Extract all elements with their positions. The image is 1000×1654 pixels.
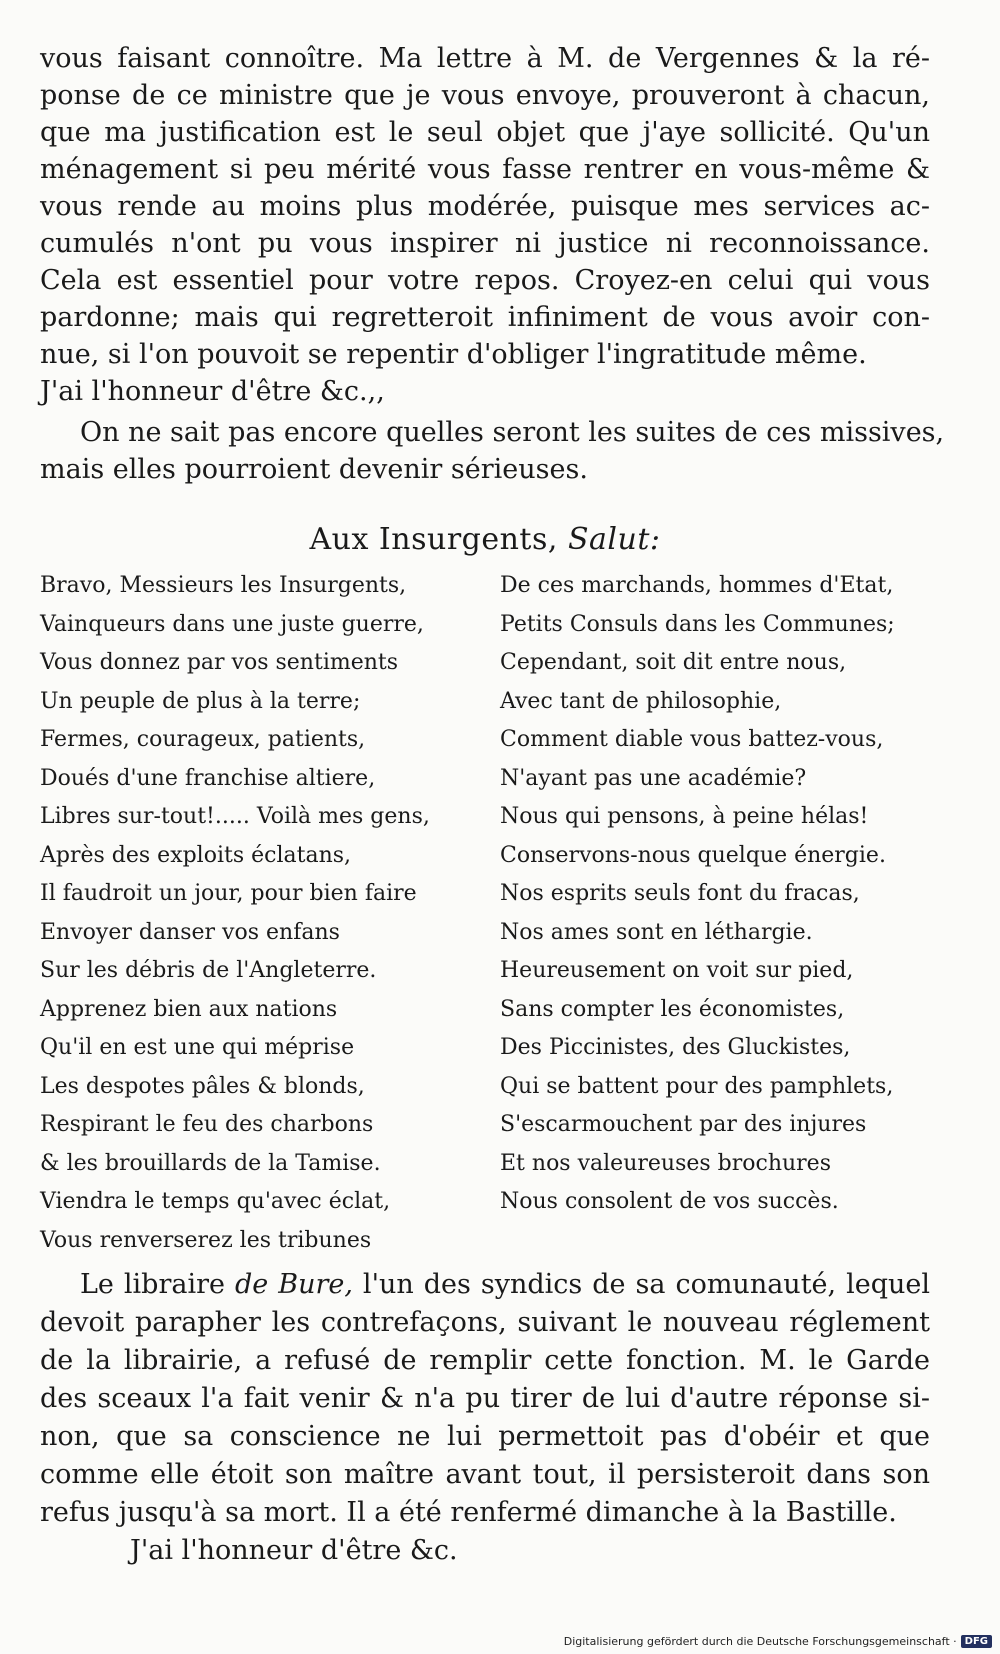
paragraph-line: mais elles pourroient devenir sérieuses. — [40, 454, 588, 485]
poem-verse: Fermes, courageux, patients, — [40, 727, 366, 752]
paragraph-line: que ma justification est le seul objet que j'aye sollicité. Qu'un — [40, 117, 930, 148]
poem-salut: Salut: — [567, 522, 661, 557]
poem-verse: Heureusement on voit sur pied, — [500, 958, 854, 983]
poem-verse: Un peuple de plus à la terre; — [40, 688, 361, 714]
poem-left-column — [40, 567, 470, 1260]
paragraph-line: comme elle étoit son maître avant tout, il persisteroit dans son — [40, 1459, 930, 1490]
poem-verse: Avec tant de philosophie, — [500, 688, 782, 714]
poem-verse: Après des exploits éclatans, — [40, 842, 352, 868]
line-italic-text: de Bure, — [234, 1269, 353, 1300]
librarian-paragraph — [40, 1266, 930, 1532]
paragraph-line: refus jusqu'à sa mort. Il a été renfermé dimanche à la Bastille. — [40, 1497, 897, 1528]
poem-verse: Doués d'une franchise altiere, — [40, 765, 376, 791]
paragraph-line: nue, si l'on pouvoit se repentir d'obliger l'ingratitude même. — [40, 339, 867, 370]
paragraph-line: ménagement si peu mérité vous fasse rentrer en vous-même & — [40, 154, 930, 185]
paragraph-line: non, que sa conscience ne lui permettoit pas d'obéir et que — [40, 1421, 930, 1452]
letter-closing: J'ai l'honneur d'être &c.,, — [40, 376, 385, 407]
poem-verse: De ces marchands, hommes d'Etat, — [500, 573, 894, 598]
poem-verse: Des Piccinistes, des Gluckistes, — [500, 1035, 851, 1060]
poem-verse: Cependant, soit dit entre nous, — [500, 650, 847, 675]
poem-verse: Vous renverserez les tribunes — [40, 1227, 372, 1253]
paragraph-line: On ne sait pas encore quelles seront les suites de ces missives, — [80, 417, 945, 448]
poem-verse: Et nos valeureuses brochures — [500, 1150, 831, 1176]
poem-verse: Comment diable vous battez-vous, — [500, 727, 884, 752]
footer-credit: Digitalisierung gefördert durch die Deutsche Forschungsgemeinschaft · — [563, 1635, 957, 1648]
dfg-logo: DFG — [961, 1635, 992, 1648]
poem-verse: N'ayant pas une académie? — [500, 765, 807, 791]
poem-verse: Vainqueurs dans une juste guerre, — [40, 611, 424, 637]
paragraph-line: devoit parapher les contrefaçons, suivant le nouveau réglement — [40, 1307, 930, 1338]
poem-verse: Les despotes pâles & blonds, — [40, 1073, 365, 1099]
paragraph-line — [40, 1266, 930, 1304]
paragraph-line: des sceaux l'a fait venir & n'a pu tirer de lui d'autre réponse si- — [40, 1383, 930, 1414]
poem-verse: Qui se battent pour des pamphlets, — [500, 1073, 894, 1099]
poem-verse: Envoyer danser vos enfans — [40, 919, 340, 945]
poem-title-text: Aux Insurgents, — [309, 522, 558, 557]
final-closing: J'ai l'honneur d'être &c. — [130, 1535, 458, 1566]
poem-verse: Conservons-nous quelque énergie. — [500, 842, 886, 868]
paragraph-line: de la librairie, a refusé de remplir cette fonction. M. le Garde — [40, 1345, 930, 1376]
poem-verse: Nos ames sont en léthargie. — [500, 919, 813, 945]
poem-verse: Viendra le temps qu'avec éclat, — [40, 1189, 391, 1214]
poem-verse: Respirant le feu des charbons — [40, 1112, 374, 1137]
poem-verse: Nous qui pensons, à peine hélas! — [500, 804, 869, 829]
letter-paragraph — [40, 40, 930, 373]
poem-title — [40, 522, 930, 557]
poem-verse: Sur les débris de l'Angleterre. — [40, 958, 377, 983]
poem-verse: Nous consolent de vos succès. — [500, 1189, 839, 1214]
paragraph-line: pardonne; mais qui regretteroit infiniment de vous avoir con- — [40, 302, 930, 333]
poem-verse: Apprenez bien aux nations — [40, 996, 338, 1022]
poem-verse: Nos esprits seuls font du fracas, — [500, 881, 860, 906]
paragraph-line: vous rende au moins plus modérée, puisque mes services ac- — [40, 191, 930, 222]
paragraph-line: vous faisant connoître. Ma lettre à M. de Vergennes & la ré- — [40, 43, 930, 74]
poem-verse: Bravo, Messieurs les Insurgents, — [40, 573, 407, 598]
line-text: Le libraire — [80, 1269, 235, 1300]
line-text: l'un des syndics de sa comunauté, lequel — [352, 1269, 931, 1300]
paragraph-line: ponse de ce ministre que je vous envoye, prouveront à chacun, — [40, 80, 930, 111]
poem-verse: Vous donnez par vos sentiments — [40, 650, 399, 675]
news-paragraph — [40, 414, 945, 488]
poem-verse: Sans compter les économistes, — [500, 996, 845, 1022]
poem-verse: & les brouillards de la Tamise. — [40, 1150, 381, 1176]
poem-verse: Qu'il en est une qui méprise — [40, 1035, 355, 1060]
poem-verse: Il faudroit un jour, pour bien faire — [40, 881, 417, 906]
poem-right-column — [490, 567, 930, 1260]
poem-verse: S'escarmouchent par des injures — [500, 1112, 867, 1137]
poem-verse: Libres sur-tout!..... Voilà mes gens, — [40, 804, 430, 829]
poem-verse: Petits Consuls dans les Communes; — [500, 611, 895, 637]
paragraph-line: cumulés n'ont pu vous inspirer ni justice ni reconnoissance. — [40, 228, 930, 259]
digitization-footer — [564, 1635, 992, 1648]
paragraph-line: Cela est essentiel pour votre repos. Croyez-en celui qui vous — [40, 265, 930, 296]
document-page — [40, 40, 945, 1570]
poem-body — [40, 567, 930, 1260]
